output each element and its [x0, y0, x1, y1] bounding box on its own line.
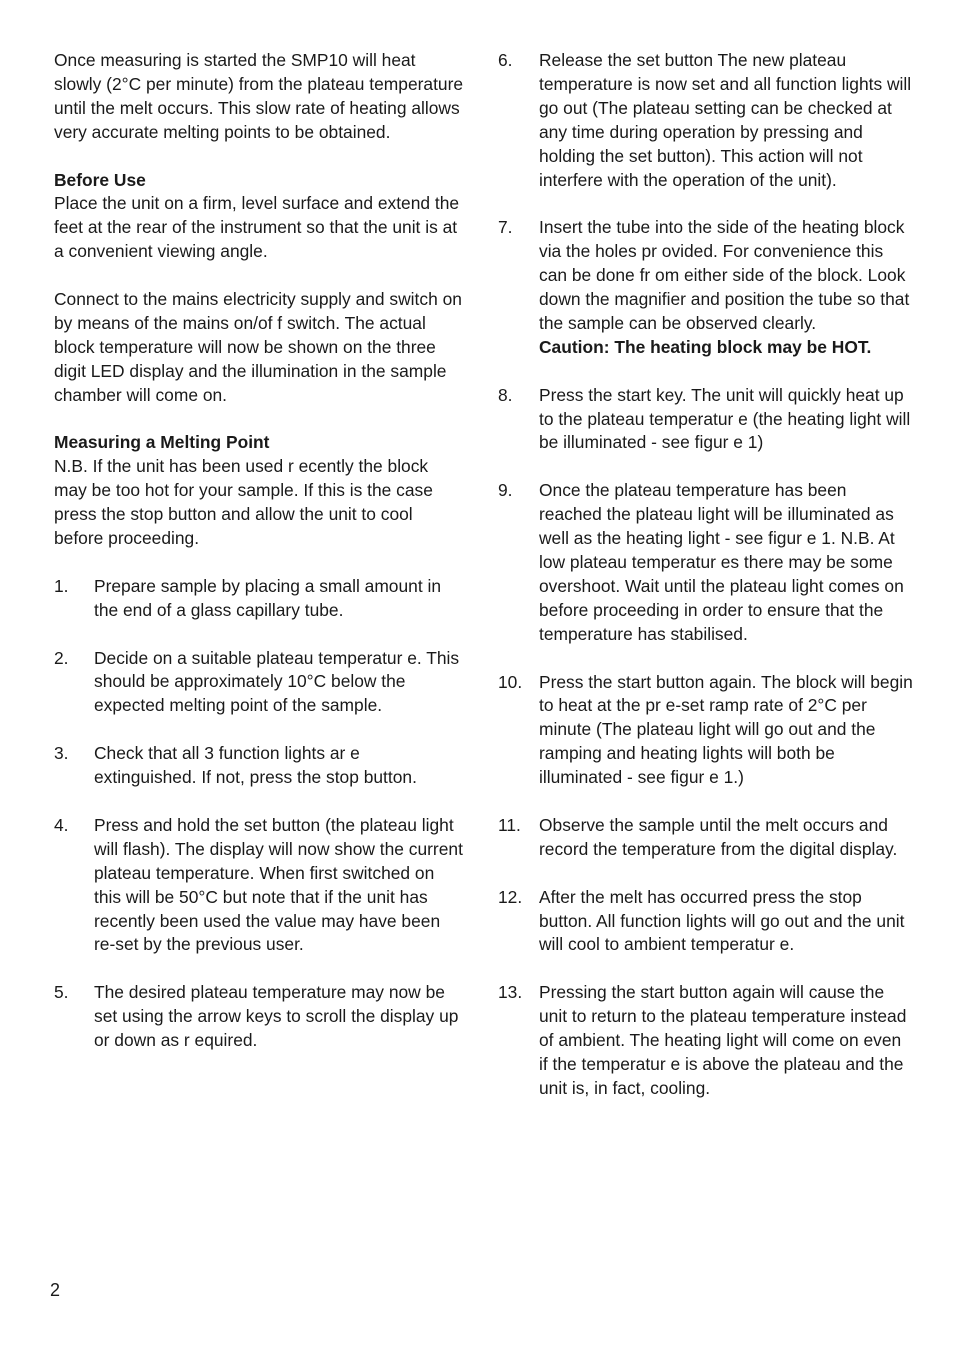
- step-text: The desired plateau temperature may now be set using the arrow keys to scroll the display up or down as r equired.: [94, 982, 459, 1051]
- measuring-note: N.B. If the unit has been used r ecently the block may be too hot for your sample. If this is the case press the stop button and allow the unit to cool before proceeding.: [54, 456, 433, 549]
- step-9: [498, 479, 914, 646]
- step-8: [498, 384, 914, 456]
- step-number: 4.: [54, 814, 69, 835]
- before-use-paragraph-1: Place the unit on a firm, level surface and extend the feet at the rear of the instrument so that the unit is at a convenient viewing angle.: [54, 193, 460, 262]
- step-text: Once the plateau temperature has been reached the plateau light will be illuminated as well as the heating light - see figur e 1. N.B. At low plateau temperatur es there may be some overshoot. Wait until the plateau light comes on before proceeding in order to ensure that the temperature has stabilised.: [539, 480, 904, 644]
- step-number: 1.: [54, 575, 69, 596]
- intro-paragraph: Once measuring is started the SMP10 will heat slowly (2°C per minute) from the plateau temperature until the melt occurs. This slow rate of heating allows very accurate melting points to be obtained.: [54, 50, 464, 142]
- step-10: [498, 671, 914, 791]
- step-number: 11.: [498, 814, 521, 835]
- step-text: Press and hold the set button (the plateau light will flash). The display will now show the current plateau temperature. When first switched on this will be 50°C but note that if the unit has recently been used the value may have been re-set by the previous user.: [94, 814, 463, 955]
- before-use-paragraph-2: Connect to the mains electricity supply and switch on by means of the mains on/of f switch. The actual block temperature will now be shown on the three digit LED display and the illumination in the sample chamber will come on.: [54, 289, 462, 405]
- step-text: Decide on a suitable plateau temperatur e. This should be approximately 10°C below the expected melting point of the sample.: [94, 647, 460, 716]
- step-number: 2.: [54, 647, 69, 668]
- step-text: Prepare sample by placing a small amount in the end of a glass capillary tube.: [94, 575, 442, 620]
- step-text: Insert the tube into the side of the heating block via the holes pr ovided. For convenience this can be done fr om either side of the block. Look down the magnifier and position the tube so that the sample can be observed clearly.: [539, 217, 910, 333]
- step-number: 3.: [54, 743, 69, 764]
- step-13: [498, 981, 914, 1101]
- step-number: 13.: [498, 982, 523, 1003]
- left-column: [54, 49, 464, 1053]
- right-column: [498, 49, 914, 1101]
- step-text: Release the set button The new plateau temperature is now set and all function lights will go out (The plateau setting can be checked at any time during operation by pressing and holding the set button). This action will not interfere with the operation of the unit).: [539, 50, 912, 190]
- step-number: 8.: [498, 384, 513, 405]
- measuring-heading: Measuring a Melting Point: [54, 432, 270, 453]
- step-text: Observe the sample until the melt occurs and record the temperature from the digital display.: [539, 814, 898, 859]
- caution-warning: Caution: The heating block may be HOT.: [539, 336, 872, 357]
- step-number: 9.: [498, 480, 513, 501]
- step-7: [498, 216, 914, 359]
- page-number: 2: [50, 1280, 61, 1300]
- step-text: Pressing the start button again will cause the unit to return to the plateau temperature instead of ambient. The heating light will come on even if the temperatur e is above the plateau and the unit is, in fact, cooling.: [539, 982, 907, 1098]
- step-2: [54, 647, 464, 719]
- step-5: [54, 981, 464, 1053]
- step-12: [498, 886, 914, 958]
- step-body: [539, 216, 914, 359]
- step-number: 10.: [498, 671, 523, 692]
- step-number: 5.: [54, 982, 69, 1003]
- before-use-heading: Before Use: [54, 169, 146, 190]
- step-text: Check that all 3 function lights ar e extinguished. If not, press the stop button.: [94, 743, 417, 788]
- step-1: [54, 575, 464, 623]
- step-4: [54, 814, 464, 957]
- step-6: [498, 49, 914, 192]
- step-number: 12.: [498, 886, 523, 907]
- step-text: After the melt has occurred press the stop button. All function lights will go out and the unit will cool to ambient temperatur e.: [539, 886, 905, 955]
- step-text: Press the start key. The unit will quickly heat up to the plateau temperatur e (the heating light will be illuminated - see figur e 1): [539, 384, 911, 453]
- step-number: 6.: [498, 50, 513, 70]
- step-number: 7.: [498, 217, 513, 238]
- step-11: [498, 814, 914, 862]
- step-text: Press the start button again. The block will begin to heat at the pr e-set ramp rate of 2°C per minute (The plateau light will go out and the ramping and heating lights will both be illuminated - see figur e 1.): [539, 671, 913, 788]
- step-3: [54, 742, 464, 790]
